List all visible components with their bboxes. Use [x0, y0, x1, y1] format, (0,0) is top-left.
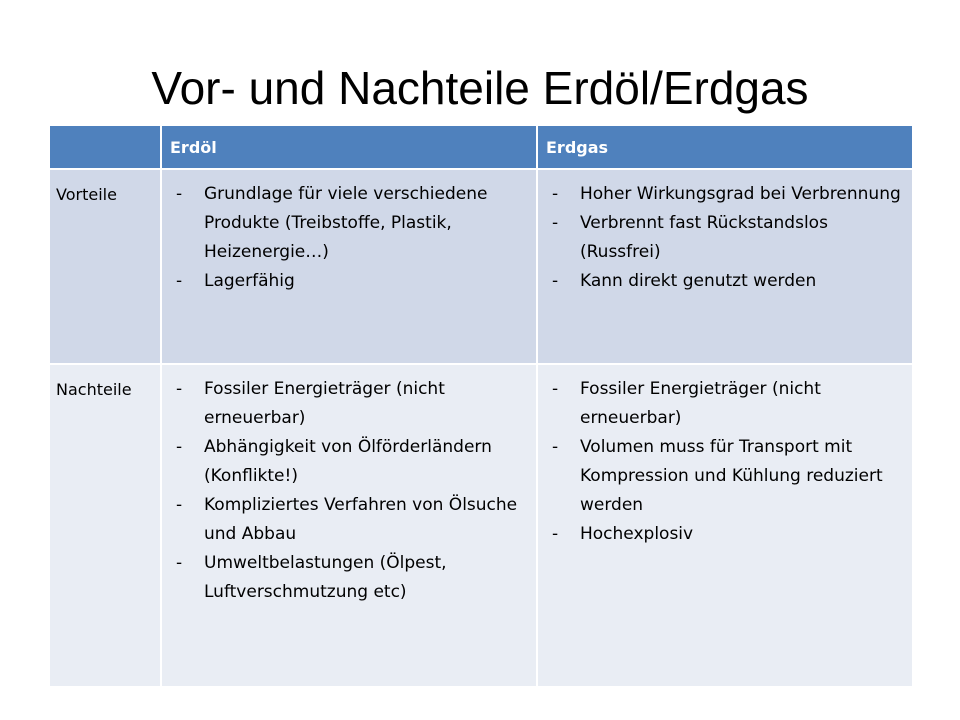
row-label-vorteile: Vorteile	[50, 170, 160, 363]
table-row-vorteile	[50, 170, 912, 363]
list-item: - Hoher Wirkungsgrad bei Verbrennung	[544, 180, 906, 209]
list-item: - Abhängigkeit von Ölförderländern (Konflikte!)	[168, 433, 530, 491]
comparison-table	[48, 124, 914, 688]
cell-vorteile-erdgas	[538, 170, 912, 363]
list-vorteile-erdoel	[168, 180, 530, 296]
list-vorteile-erdgas	[544, 180, 906, 296]
row-label-nachteile: Nachteile	[50, 365, 160, 686]
list-item: - Fossiler Energieträger (nicht erneuerbar)	[544, 375, 906, 433]
header-cell-empty	[50, 126, 160, 168]
header-row	[50, 126, 912, 168]
list-item: - Volumen muss für Transport mit Kompression und Kühlung reduziert werden	[544, 433, 906, 520]
list-item: - Fossiler Energieträger (nicht erneuerbar)	[168, 375, 530, 433]
cell-vorteile-erdoel	[162, 170, 536, 363]
list-nachteile-erdoel	[168, 375, 530, 607]
list-item: - Lagerfähig	[168, 267, 530, 296]
cell-nachteile-erdgas	[538, 365, 912, 686]
header-cell-erdgas: Erdgas	[538, 126, 912, 168]
list-item: - Verbrennt fast Rückstandslos (Russfrei)	[544, 209, 906, 267]
list-item: - Umweltbelastungen (Ölpest, Luftverschmutzung etc)	[168, 549, 530, 607]
list-item: - Grundlage für viele verschiedene Produkte (Treibstoffe, Plastik, Heizenergie…)	[168, 180, 530, 267]
list-item: - Kann direkt genutzt werden	[544, 267, 906, 296]
list-item: - Hochexplosiv	[544, 520, 906, 549]
cell-nachteile-erdoel	[162, 365, 536, 686]
header-cell-erdoel: Erdöl	[162, 126, 536, 168]
list-item: - Kompliziertes Verfahren von Ölsuche und Abbau	[168, 491, 530, 549]
list-nachteile-erdgas	[544, 375, 906, 549]
slide-title: Vor- und Nachteile Erdöl/Erdgas	[151, 62, 809, 114]
table-row-nachteile	[50, 365, 912, 686]
